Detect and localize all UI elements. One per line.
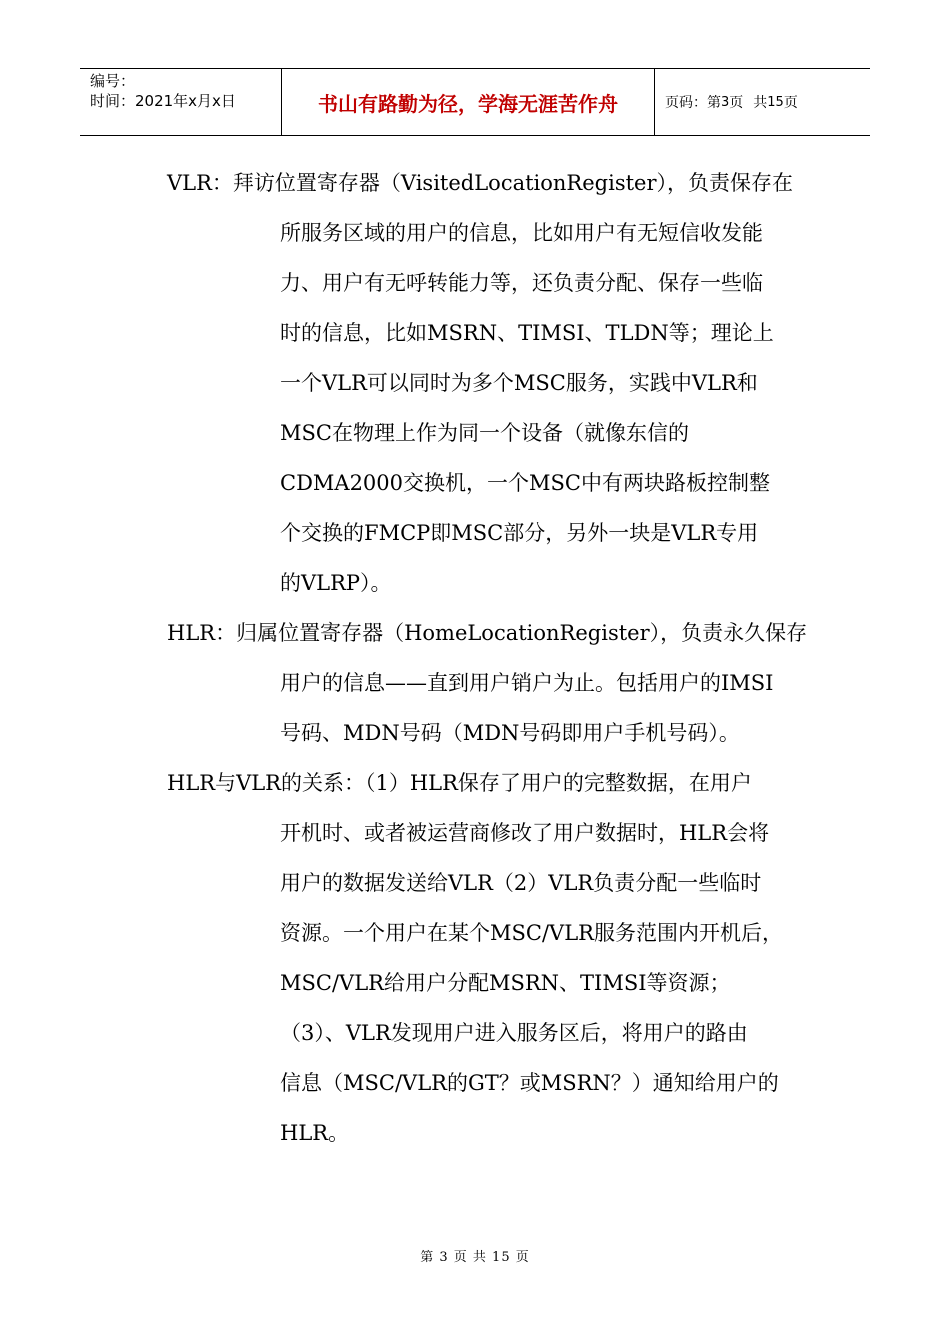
page-unit: 页 bbox=[729, 95, 744, 111]
motto-text: 书山有路勤为径，学海无涯苦作舟 bbox=[318, 91, 618, 116]
paragraph-line: 力、用户有无呼转能力等，还负责分配、保存一些临 bbox=[280, 271, 763, 295]
paragraph-line: HLR。 bbox=[280, 1121, 350, 1145]
paragraph-line: 个交换的FMCP即MSC部分，另外一块是VLR专用 bbox=[280, 521, 759, 545]
page-footer bbox=[0, 1246, 950, 1265]
paragraph-line: （3）、VLR发现用户进入服务区后，将用户的路由 bbox=[280, 1021, 748, 1045]
total-number: 15 bbox=[767, 94, 784, 110]
paragraph-line: VLR：拜访位置寄存器（VisitedLocationRegister），负责保存在 bbox=[167, 171, 794, 195]
paragraph-line: HLR：归属位置寄存器（HomeLocationRegister），负责永久保存 bbox=[167, 621, 808, 645]
paragraph-line: CDMA2000交换机，一个MSC中有两块路板控制整 bbox=[280, 471, 770, 495]
paragraph-line: 一个VLR可以同时为多个MSC服务，实践中VLR和 bbox=[280, 371, 758, 395]
paragraph-line: 用户的信息——直到用户销户为止。包括用户的IMSI bbox=[280, 671, 774, 695]
document-body bbox=[0, 158, 950, 1158]
paragraph-line: 时的信息，比如MSRN、TIMSI、TLDN等；理论上 bbox=[280, 321, 774, 345]
entry-vlr bbox=[0, 158, 950, 608]
header-meta-cell bbox=[80, 69, 282, 135]
page-label: 页码：第 bbox=[665, 95, 721, 111]
paragraph-line: 信息（MSC/VLR的GT？或MSRN？）通知给用户的 bbox=[280, 1071, 779, 1095]
paragraph-line: MSC在物理上作为同一个设备（就像东信的 bbox=[280, 421, 689, 445]
serial-label: 编号： bbox=[90, 72, 136, 90]
header-motto-cell bbox=[282, 69, 655, 135]
paragraph-line: 用户的数据发送给VLR（2）VLR负责分配一些临时 bbox=[280, 871, 762, 895]
paragraph-line: HLR与VLR的关系：（1）HLR保存了用户的完整数据，在用户 bbox=[167, 771, 752, 795]
paragraph-line: 所服务区域的用户的信息，比如用户有无短信收发能 bbox=[280, 221, 763, 245]
paragraph-line: 号码、MDN号码（MDN号码即用户手机号码）。 bbox=[280, 721, 740, 745]
total-unit: 页 bbox=[783, 95, 798, 111]
total-label: 共 bbox=[753, 95, 768, 111]
paragraph-line: 开机时、或者被运营商修改了用户数据时，HLR会将 bbox=[280, 821, 770, 845]
entry-hlr-vlr-relation bbox=[0, 758, 950, 1158]
entry-hlr bbox=[0, 608, 950, 758]
page-header bbox=[80, 68, 870, 136]
footer-page-text: 第 3 页 共 15 页 bbox=[420, 1250, 530, 1265]
page-number: 3 bbox=[721, 94, 730, 110]
paragraph-line: MSC/VLR给用户分配MSRN、TIMSI等资源； bbox=[280, 971, 731, 995]
time-label: 时间：2021年x月x日 bbox=[90, 92, 236, 110]
paragraph-line: 的VLRP）。 bbox=[280, 571, 392, 595]
header-page-cell bbox=[655, 69, 870, 135]
paragraph-line: 资源。一个用户在某个MSC/VLR服务范围内开机后， bbox=[280, 921, 783, 945]
